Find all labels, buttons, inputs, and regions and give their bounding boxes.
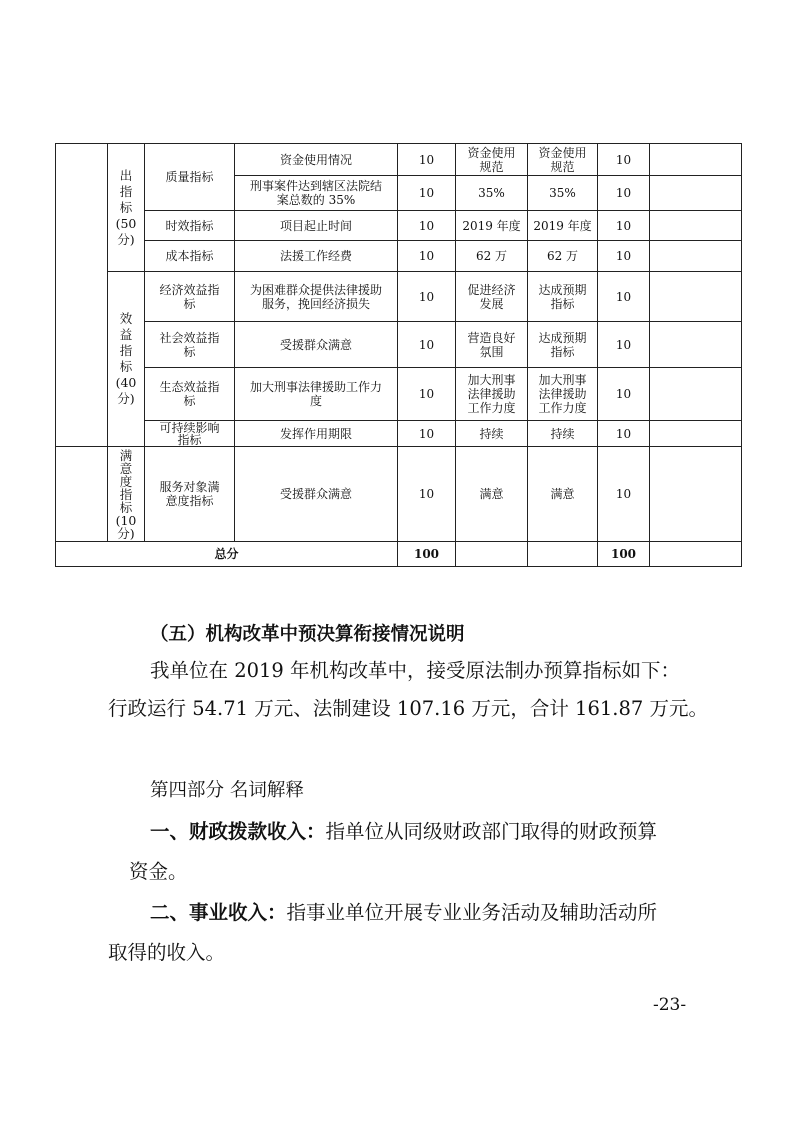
- indicator-score: 10: [598, 176, 650, 211]
- indicator-actual: 35%: [528, 176, 598, 211]
- indicator-score: 10: [598, 421, 650, 447]
- cat2-social-benefit: 社会效益指 标: [145, 322, 235, 368]
- indicator-actual: 加大刑事 法律援助 工作力度: [528, 368, 598, 421]
- definition-1-text: 指单位从同级财政部门取得的财政预算: [325, 820, 658, 843]
- indicator-target: 62 万: [456, 241, 528, 272]
- indicator-weight: 10: [398, 322, 456, 368]
- cat1-benefit-indicator: 效 益 指 标 (40 分): [108, 272, 145, 447]
- indicator-note: [650, 421, 742, 447]
- cat1-satisfaction-indicator: 满 意 度 指 标 (10 分): [108, 447, 145, 542]
- indicator-weight: 10: [398, 368, 456, 421]
- section5-line2: 行政运行 54.71 万元、法制建设 107.16 万元，合计 161.87 万元。: [108, 697, 708, 720]
- indicator-note: [650, 368, 742, 421]
- definition-1-cont: 资金。: [129, 860, 188, 883]
- indicator-content: 法援工作经费: [235, 241, 398, 272]
- indicator-content: 加大刑事法律援助工作力 度: [235, 368, 398, 421]
- indicator-target: 持续: [456, 421, 528, 447]
- indicator-content: 发挥作用期限: [235, 421, 398, 447]
- indicator-note: [650, 447, 742, 542]
- indicator-note: [650, 211, 742, 241]
- indicator-content: 为困难群众提供法律援助 服务，挽回经济损失: [235, 272, 398, 322]
- indicator-content: 受援群众满意: [235, 447, 398, 542]
- total-target-empty: [456, 542, 528, 567]
- indicator-content: 受援群众满意: [235, 322, 398, 368]
- definition-2-cont: 取得的收入。: [108, 941, 226, 964]
- part4-title: 第四部分 名词解释: [150, 780, 304, 801]
- indicator-note: [650, 272, 742, 322]
- cat2-sustainable-impact: 可持续影响 指标: [145, 421, 235, 447]
- total-actual-empty: [528, 542, 598, 567]
- table-blank-left-cell-2: [56, 447, 108, 542]
- indicator-note: [650, 322, 742, 368]
- indicator-weight: 10: [398, 241, 456, 272]
- page-number: -23-: [653, 995, 687, 1015]
- cat2-quality-indicator: 质量指标: [145, 144, 235, 211]
- indicator-weight: 10: [398, 421, 456, 447]
- indicator-score: 10: [598, 322, 650, 368]
- definition-1: [150, 816, 657, 844]
- total-label: 总分: [56, 542, 398, 567]
- cat2-economic-benefit: 经济效益指 标: [145, 272, 235, 322]
- definition-2-term: 二、事业收入：: [150, 901, 287, 924]
- indicator-score: 10: [598, 447, 650, 542]
- section5-line1: 我单位在 2019 年机构改革中，接受原法制办预算指标如下：: [150, 659, 681, 682]
- indicator-content: 刑事案件达到辖区法院结 案总数的 35%: [235, 176, 398, 211]
- indicator-target: 满意: [456, 447, 528, 542]
- indicator-score: 10: [598, 272, 650, 322]
- total-weight: 100: [398, 542, 456, 567]
- total-score: 100: [598, 542, 650, 567]
- indicator-weight: 10: [398, 211, 456, 241]
- indicator-actual: 2019 年度: [528, 211, 598, 241]
- definition-1-term: 一、财政拨款收入：: [150, 820, 326, 843]
- indicator-target: 2019 年度: [456, 211, 528, 241]
- cat2-ecological-benefit: 生态效益指 标: [145, 368, 235, 421]
- section5-heading: （五）机构改革中预决算衔接情况说明: [150, 624, 465, 645]
- indicator-weight: 10: [398, 447, 456, 542]
- indicator-weight: 10: [398, 272, 456, 322]
- indicator-content: 资金使用情况: [235, 144, 398, 176]
- performance-indicator-table: [55, 143, 742, 567]
- indicator-actual: 达成预期 指标: [528, 322, 598, 368]
- indicator-weight: 10: [398, 176, 456, 211]
- indicator-actual: 62 万: [528, 241, 598, 272]
- indicator-content: 项目起止时间: [235, 211, 398, 241]
- indicator-weight: 10: [398, 144, 456, 176]
- indicator-actual: 资金使用 规范: [528, 144, 598, 176]
- table-blank-left-cell: [56, 144, 108, 447]
- indicator-target: 加大刑事 法律援助 工作力度: [456, 368, 528, 421]
- cat2-cost-indicator: 成本指标: [145, 241, 235, 272]
- cat2-timeliness-indicator: 时效指标: [145, 211, 235, 241]
- indicator-target: 资金使用 规范: [456, 144, 528, 176]
- indicator-actual: 达成预期 指标: [528, 272, 598, 322]
- definition-2: [150, 897, 657, 925]
- cat1-output-indicator: 出 指 标 (50 分): [108, 144, 145, 272]
- definition-2-text: 指事业单位开展专业业务活动及辅助活动所: [286, 901, 658, 924]
- indicator-target: 营造良好 氛围: [456, 322, 528, 368]
- indicator-target: 促进经济 发展: [456, 272, 528, 322]
- indicator-actual: 满意: [528, 447, 598, 542]
- indicator-note: [650, 144, 742, 176]
- indicator-score: 10: [598, 241, 650, 272]
- indicator-score: 10: [598, 211, 650, 241]
- indicator-note: [650, 176, 742, 211]
- total-note-empty: [650, 542, 742, 567]
- cat2-service-satisfaction: 服务对象满 意度指标: [145, 447, 235, 542]
- indicator-target: 35%: [456, 176, 528, 211]
- indicator-score: 10: [598, 144, 650, 176]
- indicator-note: [650, 241, 742, 272]
- indicator-score: 10: [598, 368, 650, 421]
- indicator-actual: 持续: [528, 421, 598, 447]
